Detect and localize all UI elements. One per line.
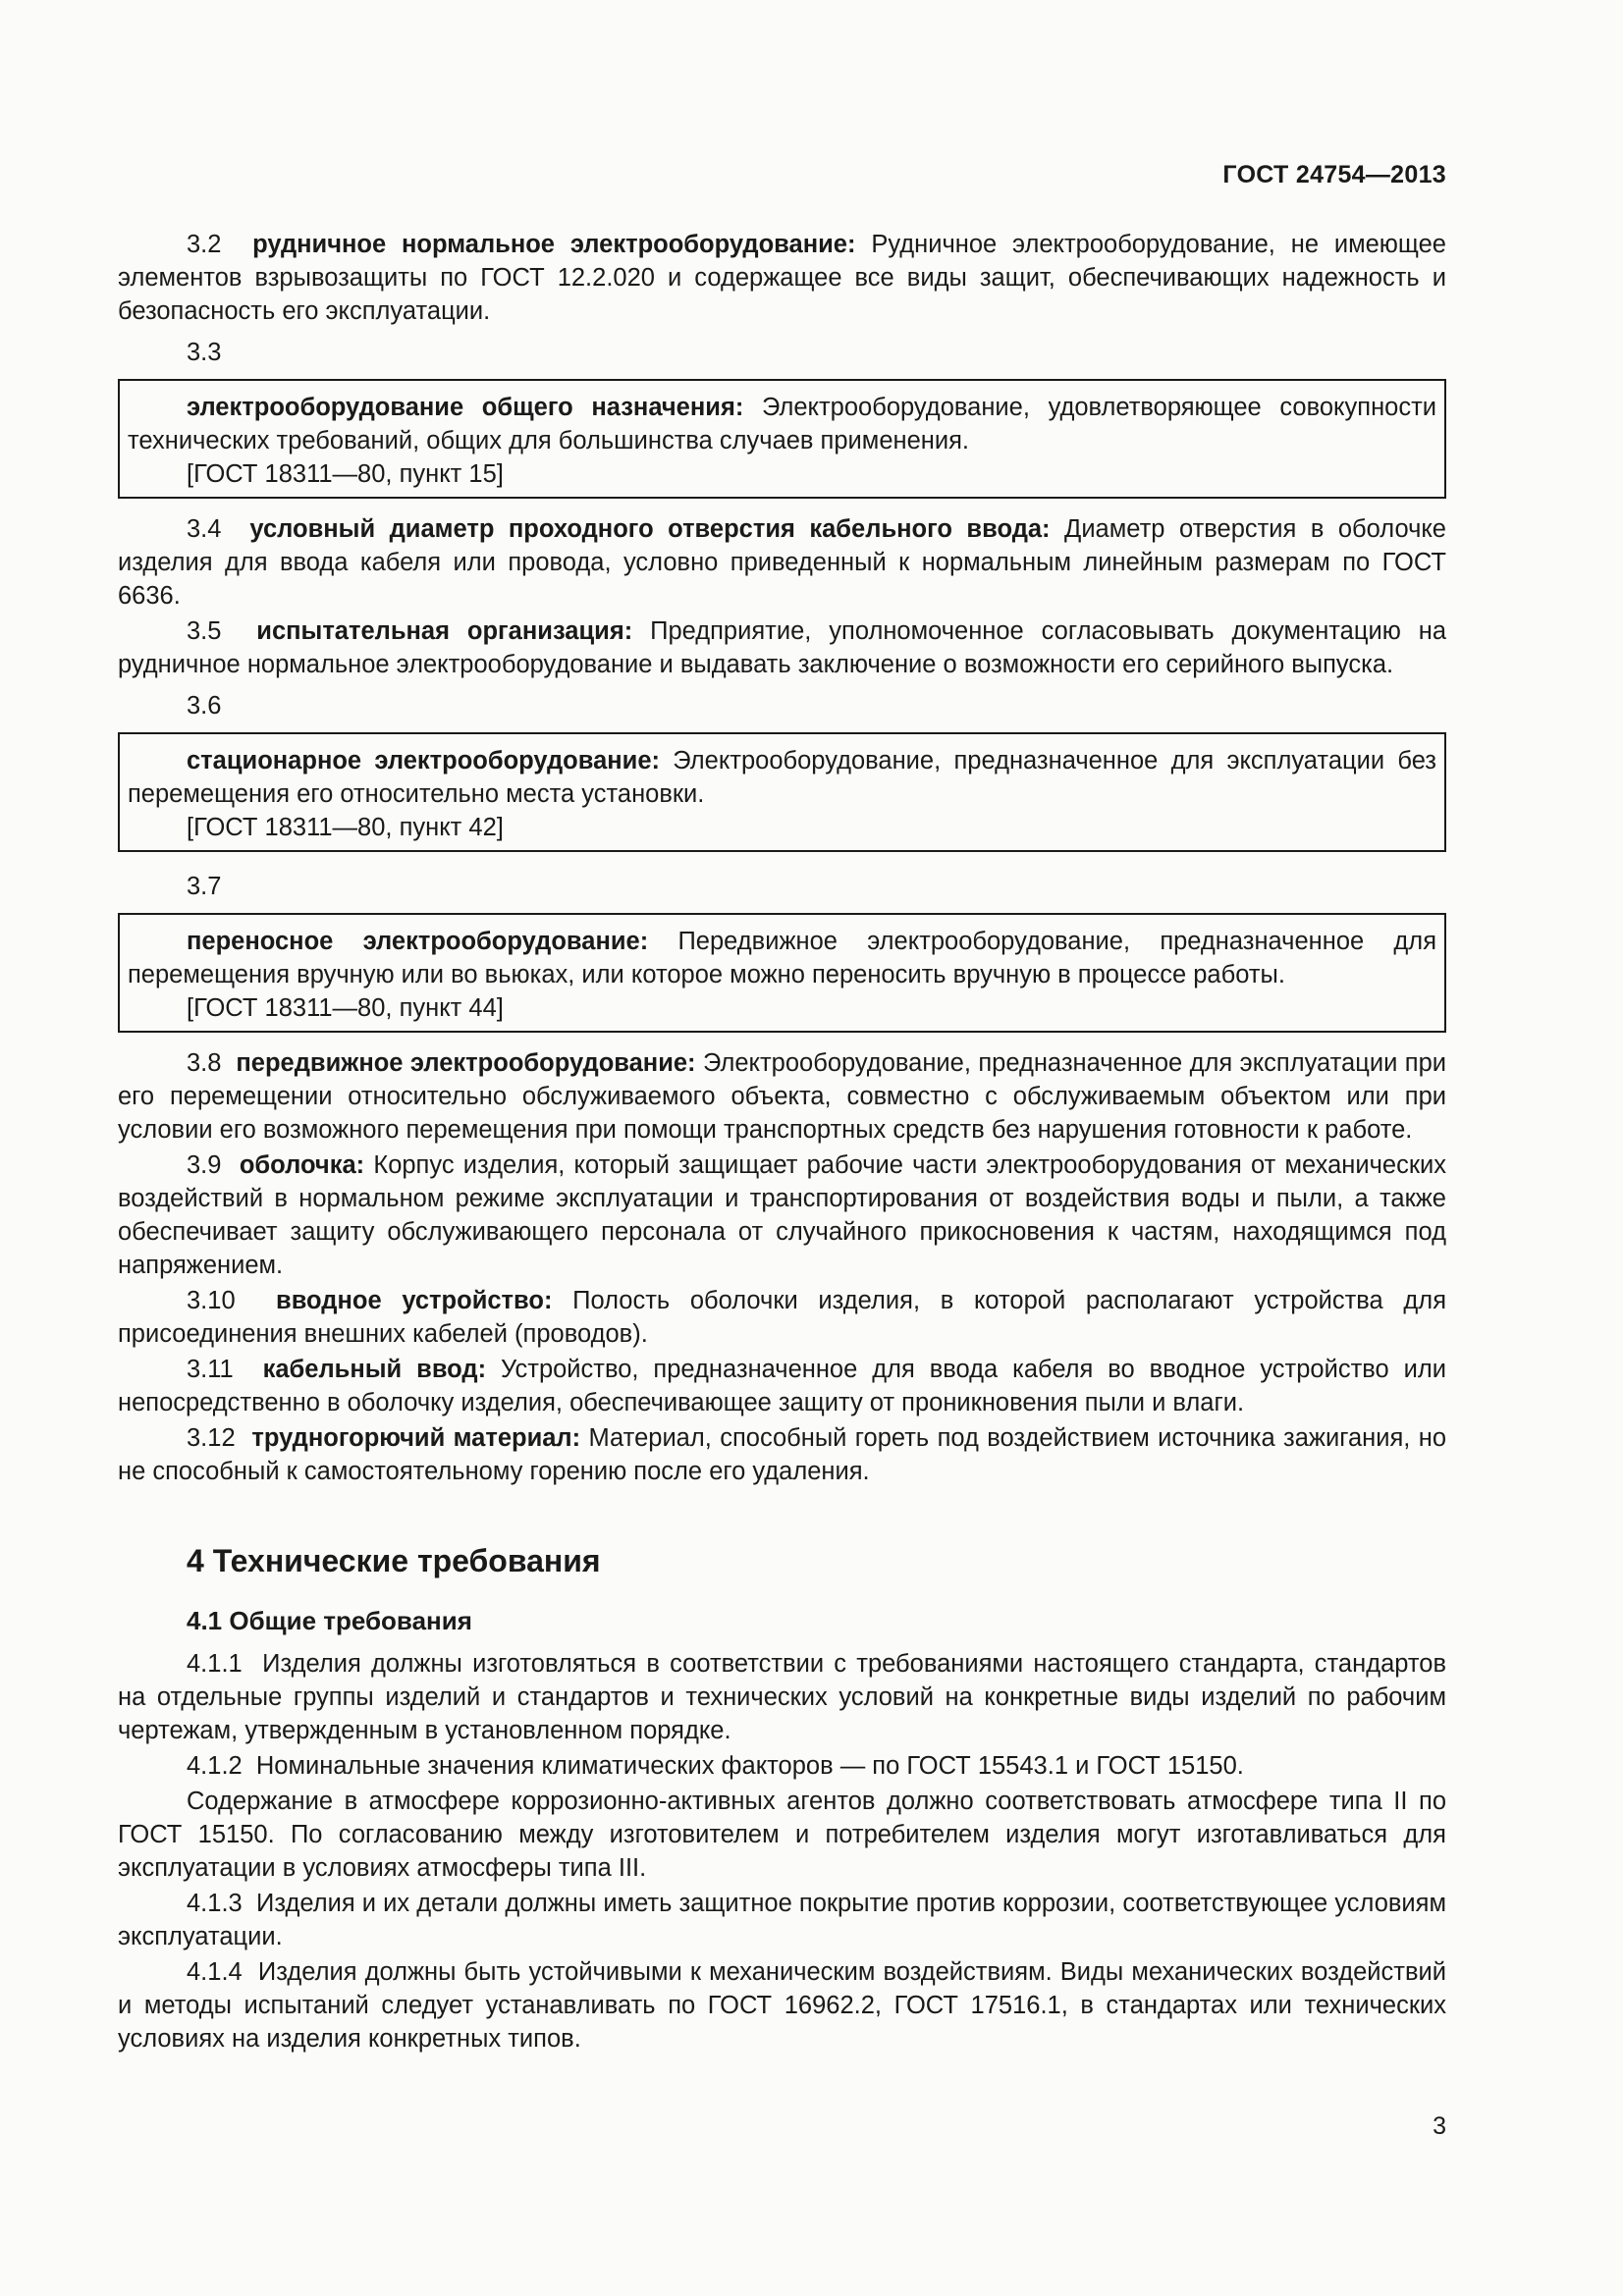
term: переносное электрооборудование: [187,928,649,955]
source-reference: [ГОСТ 18311—80, пункт 42] [187,814,504,841]
term: стационарное электрооборудование: [187,747,661,774]
clause-text: Изделия и их детали должны иметь защитное покрытие против коррозии, соответствующее условиям эксплуатации. [118,1890,1447,1950]
clause-number: 4.1.4 [187,1958,243,1986]
clause-number: 3.9 [187,1151,222,1179]
definition-text: Электрооборудование, предназначенное для эксплуатации без перемещения его относительно места установки. [128,747,1437,808]
definition-box-3-6 [118,732,1446,852]
definition-3-5 [118,614,1446,681]
definition-text: Электрооборудование, предназначенное для эксплуатации при его перемещении относительно обслуживаемого объекта, совместно с обслуживаемым объектом или при условии его возможного перемещения при помощи транспортных средств без нарушения готовности к работе. [118,1049,1447,1144]
clause-number-3-7: 3.7 [187,873,222,900]
clause-text: Изделия должны изготовляться в соответствии с требованиями настоящего стандарта, стандартов на отдельные группы изделий и стандартов и технических условий на конкретные виды изделий по рабочим чертежам, утвержденным в установленном порядке. [118,1650,1446,1744]
source-reference: [ГОСТ 18311—80, пункт 15] [187,460,504,488]
definition-3-12 [118,1421,1446,1488]
clause-4-1-3 [118,1887,1446,1953]
document-body [118,228,1446,2056]
clause-number: 3.2 [187,231,222,258]
definition-3-4 [118,512,1446,613]
clause-number: 4.1.2 [187,1752,243,1780]
term: электрооборудование общего назначения: [187,394,744,421]
clause-4-1-2-continuation [118,1785,1446,1885]
term: кабельный ввод: [262,1356,487,1383]
definition-text: Диаметр отверстия в оболочке изделия для ввода кабеля или провода, условно приведенный к нормальным линейным размерам по ГОСТ 6636. [118,515,1446,610]
definition-text: Предприятие, уполномоченное согласовывать документацию на рудничное нормальное электрооборудование и выдавать заключение о возможности его серийного выпуска. [118,617,1446,678]
term: вводное устройство: [276,1287,553,1314]
term: трудногорючий материал: [251,1424,581,1452]
definition-text: Корпус изделия, который защищает рабочие части электрооборудования от механических воздействий в нормальном режиме эксплуатации и транспортирования от воздействия воды и пыли, а также обеспечивает защиту обслуживающего персонала от случайного прикосновения к частям, находящимся под напряжением. [118,1151,1446,1279]
clause-number: 4.1.1 [187,1650,243,1678]
clause-4-1-2 [118,1749,1446,1783]
clause-text: Содержание в атмосфере коррозионно-активных агентов должно соответствовать атмосфере типа II по ГОСТ 15150. По согласованию между изготовителем и потребителем изделия могут изготавливаться для эксплуатации в условиях атмосферы типа III. [118,1788,1446,1882]
definition-text: Электрооборудование, удовлетворяющее совокупности технических требований, общих для большинства случаев применения. [128,394,1436,454]
page-number: 3 [1433,2112,1446,2140]
clause-4-1-4 [118,1955,1446,2056]
subsection-heading: 4.1 Общие требования [187,1606,472,1635]
document-code: ГОСТ 24754—2013 [1222,161,1446,188]
clause-text: Номинальные значения климатических факторов — по ГОСТ 15543.1 и ГОСТ 15150. [255,1752,1244,1780]
definition-text: Устройство, предназначенное для ввода кабеля во вводное устройство или непосредственно в оболочку изделия, обеспечивающее защиту от проникновения пыли и влаги. [118,1356,1446,1416]
clause-number: 3.4 [187,515,222,543]
definition-3-6 [128,744,1436,811]
clause-4-1-1 [118,1647,1446,1747]
clause-number: 3.12 [187,1424,236,1452]
definition-3-11 [118,1353,1446,1419]
clause-number-3-6: 3.6 [187,692,222,720]
definition-box-3-7 [118,913,1446,1033]
term: рудничное нормальное электрооборудование: [252,231,856,258]
clause-text: Изделия должны быть устойчивыми к механическим воздействиям. Виды механических воздействий и методы испытаний следует устанавливать по ГОСТ 16962.2, ГОСТ 17516.1, в стандартах или технических условиях на изделия конкретных типов. [118,1958,1446,2053]
definition-text: Материал, способный гореть под воздействием источника зажигания, но не способный к самостоятельному горению после его удаления. [118,1424,1447,1485]
clause-number: 3.8 [187,1049,222,1077]
clause-number: 3.11 [187,1356,234,1383]
definition-text: Рудничное электрооборудование, не имеющее элементов взрывозащиты по ГОСТ 12.2.020 и содержащее все виды защит, обеспечивающих надежность и безопасность его эксплуатации. [118,231,1446,325]
clause-number: 3.5 [187,617,222,645]
term: оболочка: [239,1151,365,1179]
term: условный диаметр проходного отверстия кабельного ввода: [249,515,1051,543]
definition-3-2 [118,228,1446,328]
clause-number-3-3: 3.3 [187,339,222,366]
definition-text: Передвижное электрооборудование, предназначенное для перемещения вручную или во вьюках, или которое можно переносить вручную в процессе работы. [128,928,1436,988]
term: испытательная организация: [256,617,633,645]
term: передвижное электрооборудование: [236,1049,696,1077]
definition-3-3 [128,391,1436,457]
definition-3-8 [118,1046,1446,1147]
definition-text: Полость оболочки изделия, в которой располагают устройства для присоединения внешних кабелей (проводов). [118,1287,1446,1348]
definition-box-3-3 [118,379,1446,499]
section-heading: 4 Технические требования [187,1543,601,1578]
definition-3-10 [118,1284,1446,1351]
definition-3-9 [118,1148,1446,1282]
source-reference: [ГОСТ 18311—80, пункт 44] [187,994,504,1022]
clause-number: 4.1.3 [187,1890,243,1917]
clause-number: 3.10 [187,1287,236,1314]
definition-3-7 [128,925,1436,991]
